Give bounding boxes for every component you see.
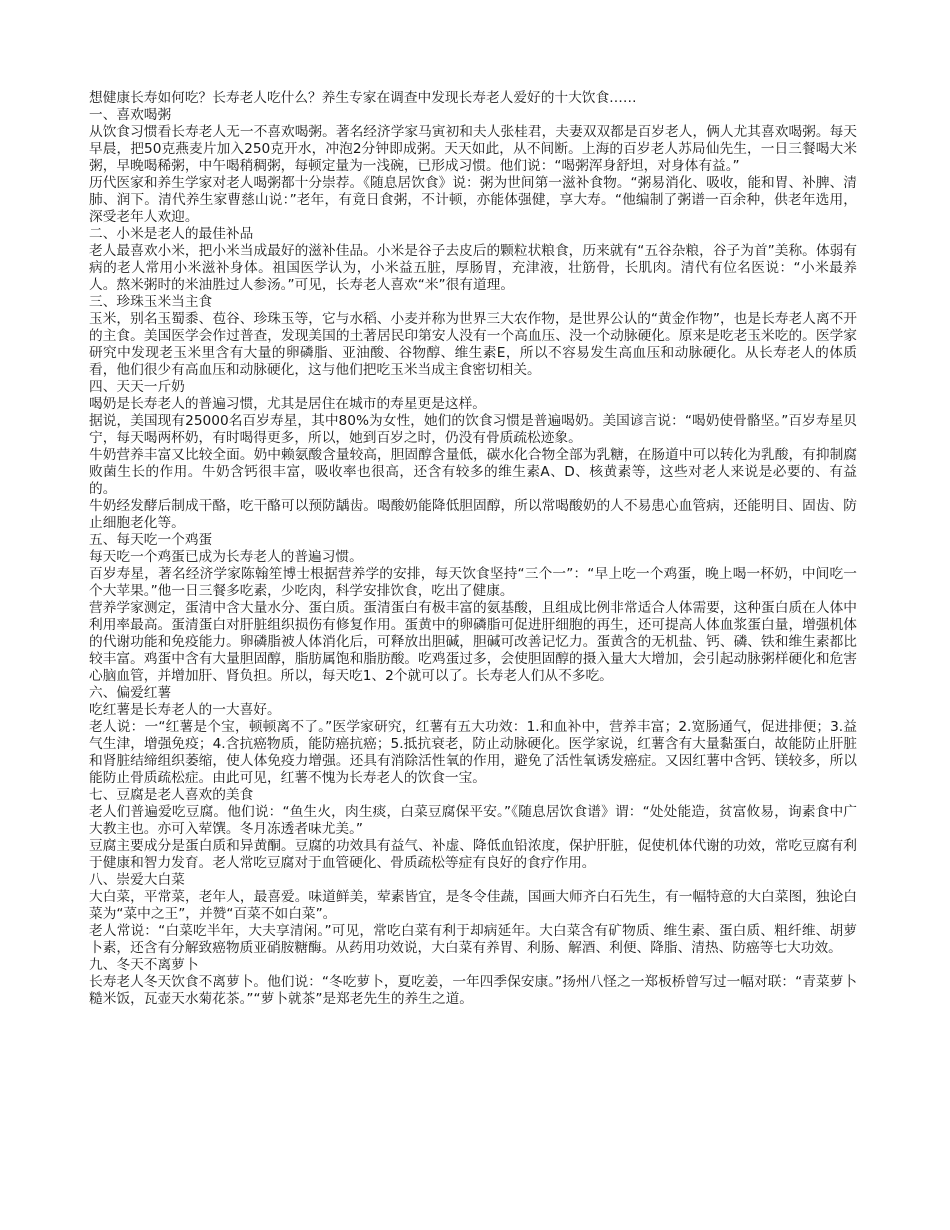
- section-2-paragraph-1: 老人最喜欢小米，把小米当成最好的滋补佳品。小米是谷子去皮后的颗粒状粮食，历来就有“五谷杂粮，谷子为首”美称。体弱有病的老人常用小米滋补身体。祖国医学认为，小米益五脏，厚肠胃，充津液，壮筋骨，长肌肉。清代有位名医说：“小米最养人。熬米粥时的米油胜过人参汤。”可见，长寿老人喜欢“米”很有道理。: [89, 243, 857, 293]
- section-2-heading: 二、小米是老人的最佳补品: [89, 226, 254, 242]
- section-6-paragraph-2: 老人说：一“红薯是个宝，顿顿离不了。”医学家研究，红薯有五大功效：1.和血补中，营养丰富；2.宽肠通气，促进排便；3.益气生津，增强免疫；4.含抗癌物质，能防癌抗癌；5.抵抗衰老，防止动脉硬化。医学家说，红薯含有大量黏蛋白，故能防止肝脏和肾脏结缔组织萎缩，使人体免疫力增强。还具有消除活性氧的作用，避免了活性氧诱发癌症。又因红薯中含钙、镁较多，所以能防止骨质疏松症。由此可见，红薯不愧为长寿老人的饮食一宝。: [89, 719, 857, 786]
- section-6-heading: 六、偏爱红薯: [89, 685, 172, 701]
- section-1-paragraph-2: 历代医家和养生学家对老人喝粥都十分崇荐。《随息居饮食》说：粥为世间第一滋补食物。“粥易消化、吸收，能和胃、补脾、清肺、润下。清代养生家曹慈山说：”老年，有竟日食粥，不计顿，亦能体强健，享大寿。“他编制了粥谱一百余种，供老年选用，深受老年人欢迎。: [89, 175, 857, 225]
- section-7-paragraph-2: 豆腐主要成分是蛋白质和异黄酮。豆腐的功效具有益气、补虚、降低血铅浓度，保护肝脏，促使机体代谢的功效，常吃豆腐有利于健康和智力发育。老人常吃豆腐对于血管硬化、骨质疏松等症有良好的食疗作用。: [89, 838, 857, 871]
- section-7-paragraph-1: 老人们普遍爱吃豆腐。他们说：“鱼生火，肉生痰，白菜豆腐保平安。”《随息居饮食谱》谓：“处处能造，贫富攸易，询素食中广大教主也。亦可入荤馔。冬月冻透者味尤美。”: [89, 804, 857, 837]
- section-5-paragraph-2: 百岁寿星，著名经济学家陈翰笙博士根据营养学的安排，每天饮食坚持“三个一”：“早上吃一个鸡蛋，晚上喝一杯奶，中间吃一个大苹果。”他一日三餐多吃素，少吃肉，科学安排饮食，吃出了健康。: [89, 566, 857, 599]
- section-1-paragraph-1: 从饮食习惯看长寿老人无一不喜欢喝粥。著名经济学家马寅初和夫人张桂君，夫妻双双都是百岁老人，俩人尤其喜欢喝粥。每天早晨，把50克燕麦片加入250克开水，冲泡2分钟即成粥。天天如此，从不间断。上海的百岁老人苏局仙先生，一日三餐喝大米粥，早晚喝稀粥，中午喝稍稠粥，每顿定量为一浅碗，已形成习惯。他们说：“喝粥浑身舒坦，对身体有益。”: [89, 124, 857, 174]
- section-8-paragraph-1: 大白菜，平常菜，老年人，最喜爱。味道鲜美，荤素皆宜，是冬令佳蔬，国画大师齐白石先生，有一幅特意的大白菜图，独论白菜为“菜中之王”，并赞“百菜不如白菜”。: [89, 889, 857, 922]
- section-5-paragraph-1: 每天吃一个鸡蛋已成为长寿老人的普遍习惯。: [89, 549, 363, 565]
- section-5-paragraph-3: 营养学家测定，蛋清中含大量水分、蛋白质。蛋清蛋白有极丰富的氨基酸，且组成比例非常适合人体需要，这种蛋白质在人体中利用率最高。蛋清蛋白对肝脏组织损伤有修复作用。蛋黄中的卵磷脂可促进肝细胞的再生，还可提高人体血浆蛋白量，增强机体的代谢功能和免疫能力。卵磷脂被人体消化后，可释放出胆碱，胆碱可改善记忆力。蛋黄含的无机盐、钙、磷、铁和维生素都比较丰富。鸡蛋中含有大量胆固醇，脂肪属饱和脂肪酸。吃鸡蛋过多，会使胆固醇的摄入量大大增加，会引起动脉粥样硬化和危害心脑血管，并增加肝、肾负担。所以，每天吃1、2个就可以了。长寿老人们从不多吃。: [89, 600, 857, 684]
- section-3-paragraph-1: 玉米，别名玉蜀黍、苞谷、珍珠玉等，它与水稻、小麦并称为世界三大农作物，是世界公认的“黄金作物”，也是长寿老人离不开的主食。美国医学会作过普查，发现美国的土著居民印第安人没有一个高血压、没一个动脉硬化。原来是吃老玉米吃的。医学家研究中发现老玉米里含有大量的卵磷脂、亚油酸、谷物醇、维生素E，所以不容易发生高血压和动脉硬化。从长寿老人的体质看，他们很少有高血压和动脉硬化，这与他们把吃玉米当成主食密切相关。: [89, 311, 857, 378]
- section-1-heading: 一、喜欢喝粥: [89, 107, 172, 123]
- section-9-heading: 九、冬天不离萝卜: [89, 957, 199, 973]
- section-7-heading: 七、豆腐是老人喜欢的美食: [89, 787, 254, 803]
- section-5-heading: 五、每天吃一个鸡蛋: [89, 532, 213, 548]
- section-8-paragraph-2: 老人常说：“白菜吃半年，大夫享清闲。”可见，常吃白菜有利于却病延年。大白菜含有矿物质、维生素、蛋白质、粗纤维、胡萝卜素，还含有分解致癌物质亚硝胺糖酶。从药用功效说，大白菜有养胃、利肠、解酒、利便、降脂、清热、防癌等七大功效。: [89, 923, 857, 956]
- section-4-heading: 四、天天一斤奶: [89, 379, 185, 395]
- section-9-paragraph-1: 长寿老人冬天饮食不离萝卜。他们说：“冬吃萝卜，夏吃姜，一年四季保安康。”扬州八怪之一郑板桥曾写过一幅对联：“青菜萝卜糙米饭，瓦壶天水菊花茶。”“萝卜就茶”是郑老先生的养生之道。: [89, 974, 857, 1007]
- section-4-paragraph-4: 牛奶经发酵后制成干酪，吃干酪可以预防龋齿。喝酸奶能降低胆固醇，所以常喝酸奶的人不易患心血管病，还能明目、固齿、防止细胞老化等。: [89, 498, 857, 531]
- section-4-paragraph-2: 据说，美国现有25000名百岁寿星，其中80%为女性，她们的饮食习惯是普遍喝奶。美国谚言说：“喝奶使骨骼坚。”百岁寿星贝宁，每天喝两杯奶，有时喝得更多，所以，她到百岁之时，仍没有骨质疏松迹象。: [89, 413, 857, 446]
- section-4-paragraph-3: 牛奶营养丰富又比较全面。奶中赖氨酸含量较高，胆固醇含量低，碳水化合物全部为乳糖，在肠道中可以转化为乳酸，有抑制腐败菌生长的作用。牛奶含钙很丰富，吸收率也很高，还含有较多的维生素A、D、核黄素等，这些对老人来说是必要的、有益的。: [89, 447, 857, 497]
- section-4-paragraph-1: 喝奶是长寿老人的普遍习惯，尤其是居住在城市的寿星更是这样。: [89, 396, 486, 412]
- intro-line: 想健康长寿如何吃？长寿老人吃什么？养生专家在调查中发现长寿老人爱好的十大饮食……: [89, 90, 637, 106]
- article: [89, 90, 857, 1008]
- section-6-paragraph-1: 吃红薯是长寿老人的一大喜好。: [89, 702, 281, 718]
- section-8-heading: 八、崇爱大白菜: [89, 872, 185, 888]
- section-3-heading: 三、珍珠玉米当主食: [89, 294, 213, 310]
